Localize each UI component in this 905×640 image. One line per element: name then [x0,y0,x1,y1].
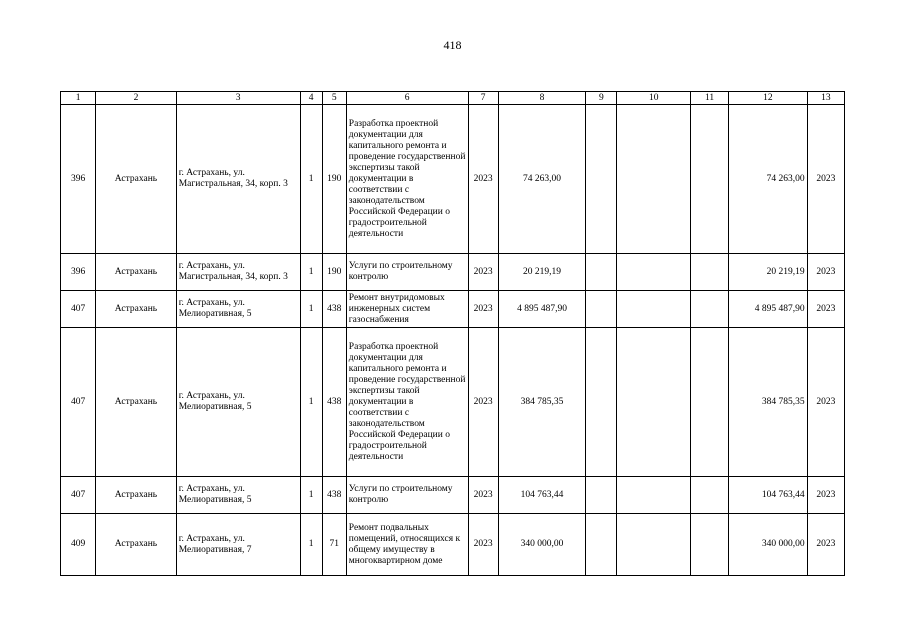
year-cell: 2023 [468,328,498,477]
column-header: 13 [807,92,844,105]
column-header: 2 [96,92,177,105]
year-cell: 2023 [468,291,498,328]
year2-cell: 2023 [807,254,844,291]
col9-cell [586,254,617,291]
work-type-cell: Ремонт внутридомовых инженерных систем газоснабжения [346,291,468,328]
column-header: 9 [586,92,617,105]
col11-cell [690,514,728,576]
cost-cell: 384 785,35 [498,328,586,477]
work-type-cell: Услуги по строительному контролю [346,254,468,291]
col9-cell [586,477,617,514]
row-number: 396 [61,254,96,291]
column-header: 12 [729,92,808,105]
year2-cell: 2023 [807,514,844,576]
work-type-cell: Ремонт подвальных помещений, относящихся к общему имуществу в многоквартирном доме [346,514,468,576]
city-cell: Астрахань [96,477,177,514]
col10-cell [617,105,690,254]
cost-cell: 4 895 487,90 [498,291,586,328]
year-cell: 2023 [468,514,498,576]
column-header: 4 [300,92,322,105]
year2-cell: 2023 [807,328,844,477]
total-cell: 4 895 487,90 [729,291,808,328]
year2-cell: 2023 [807,477,844,514]
address-cell: г. Астрахань, ул. Магистральная, 34, корп. 3 [176,105,300,254]
total-cell: 104 763,44 [729,477,808,514]
column-header: 7 [468,92,498,105]
address-cell: г. Астрахань, ул. Мелиоративная, 7 [176,514,300,576]
table-row [61,291,845,328]
address-cell: г. Астрахань, ул. Мелиоративная, 5 [176,328,300,477]
work-type-cell: Разработка проектной документации для капитального ремонта и проведение государственной экспертизы такой документации в соответствии с законодательством Российской Федерации о градостроительной деятельности [346,328,468,477]
page-number: 418 [443,38,462,52]
cost-cell: 340 000,00 [498,514,586,576]
city-cell: Астрахань [96,514,177,576]
year-cell: 2023 [468,477,498,514]
cost-cell: 20 219,19 [498,254,586,291]
total-cell: 384 785,35 [729,328,808,477]
table-row [61,514,845,576]
column-header: 11 [690,92,728,105]
col9-cell [586,328,617,477]
col5-cell: 438 [322,477,346,514]
year-cell: 2023 [468,254,498,291]
register-table [60,91,845,576]
col5-cell: 438 [322,291,346,328]
column-header: 8 [498,92,586,105]
year-cell: 2023 [468,105,498,254]
col5-cell: 71 [322,514,346,576]
col5-cell: 190 [322,105,346,254]
column-header: 10 [617,92,690,105]
column-header: 6 [346,92,468,105]
row-number: 407 [61,328,96,477]
col4-cell: 1 [300,514,322,576]
column-header: 3 [176,92,300,105]
cost-cell: 104 763,44 [498,477,586,514]
total-cell: 74 263,00 [729,105,808,254]
col10-cell [617,514,690,576]
col9-cell [586,291,617,328]
address-cell: г. Астрахань, ул. Мелиоративная, 5 [176,291,300,328]
year2-cell: 2023 [807,105,844,254]
column-header: 1 [61,92,96,105]
total-cell: 340 000,00 [729,514,808,576]
city-cell: Астрахань [96,105,177,254]
row-number: 409 [61,514,96,576]
table-row [61,477,845,514]
table-row [61,328,845,477]
total-cell: 20 219,19 [729,254,808,291]
col11-cell [690,291,728,328]
column-number-row [61,92,845,105]
col11-cell [690,477,728,514]
col4-cell: 1 [300,291,322,328]
city-cell: Астрахань [96,328,177,477]
row-number: 396 [61,105,96,254]
col4-cell: 1 [300,105,322,254]
col11-cell [690,105,728,254]
col11-cell [690,328,728,477]
address-cell: г. Астрахань, ул. Мелиоративная, 5 [176,477,300,514]
col10-cell [617,254,690,291]
address-cell: г. Астрахань, ул. Магистральная, 34, корп. 3 [176,254,300,291]
col5-cell: 438 [322,328,346,477]
row-number: 407 [61,291,96,328]
col5-cell: 190 [322,254,346,291]
cost-cell: 74 263,00 [498,105,586,254]
work-type-cell: Разработка проектной документации для капитального ремонта и проведение государственной экспертизы такой документации в соответствии с законодательством Российской Федерации о градостроительной деятельности [346,105,468,254]
col9-cell [586,105,617,254]
column-header: 5 [322,92,346,105]
col9-cell [586,514,617,576]
col4-cell: 1 [300,477,322,514]
col4-cell: 1 [300,254,322,291]
col10-cell [617,291,690,328]
year2-cell: 2023 [807,291,844,328]
col4-cell: 1 [300,328,322,477]
city-cell: Астрахань [96,291,177,328]
col10-cell [617,328,690,477]
city-cell: Астрахань [96,254,177,291]
col11-cell [690,254,728,291]
col10-cell [617,477,690,514]
work-type-cell: Услуги по строительному контролю [346,477,468,514]
table-row [61,254,845,291]
table-row [61,105,845,254]
row-number: 407 [61,477,96,514]
